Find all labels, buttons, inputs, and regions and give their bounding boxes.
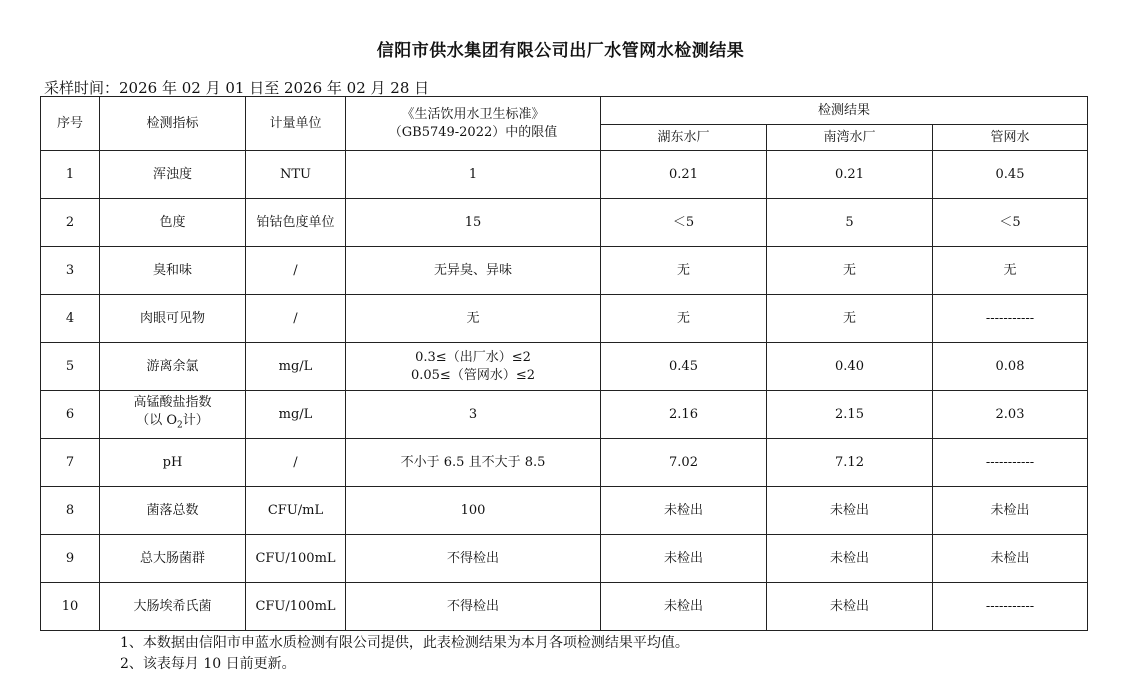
cell-plant1: 7.02 <box>601 439 767 487</box>
cell-plant1: 2.16 <box>601 391 767 439</box>
table-row <box>41 343 1088 391</box>
cell-seq: 5 <box>41 343 100 391</box>
cell-network: 0.08 <box>933 343 1088 391</box>
cell-limit-line2: 0.05≤（管网水）≤2 <box>410 367 535 383</box>
indicator-line2-pre: （以 O <box>136 413 178 429</box>
cell-limit: 无异臭、异味 <box>346 247 601 295</box>
cell-network: 无 <box>933 247 1088 295</box>
indicator-line2-post: 计） <box>182 413 209 429</box>
cell-indicator-line1: 高锰酸盐指数 <box>133 395 212 411</box>
cell-network: 未检出 <box>933 487 1088 535</box>
cell-unit: / <box>246 439 346 487</box>
cell-plant2: 无 <box>767 295 933 343</box>
cell-plant2: 未检出 <box>767 583 933 631</box>
cell-network: 0.45 <box>933 151 1088 199</box>
cell-unit: 铂钴色度单位 <box>246 199 346 247</box>
header-indicator: 检测指标 <box>100 97 246 151</box>
cell-indicator: 臭和味 <box>100 247 246 295</box>
footnotes <box>120 633 689 675</box>
cell-plant2: 2.15 <box>767 391 933 439</box>
cell-limit: 3 <box>346 391 601 439</box>
cell-unit: / <box>246 295 346 343</box>
cell-seq: 1 <box>41 151 100 199</box>
cell-seq: 8 <box>41 487 100 535</box>
cell-seq: 9 <box>41 535 100 583</box>
cell-seq: 2 <box>41 199 100 247</box>
cell-indicator: 游离余氯 <box>100 343 246 391</box>
header-network: 管网水 <box>933 125 1088 151</box>
cell-plant1: 未检出 <box>601 487 767 535</box>
header-unit: 计量单位 <box>246 97 346 151</box>
footnote-1: 1、本数据由信阳市申蓝水质检测有限公司提供，此表检测结果为本月各项检测结果平均值。 <box>120 635 689 651</box>
table-row <box>41 199 1088 247</box>
cell-plant2: 7.12 <box>767 439 933 487</box>
cell-indicator: 浑浊度 <box>100 151 246 199</box>
table-row <box>41 535 1088 583</box>
cell-plant2: 0.40 <box>767 343 933 391</box>
cell-plant1: 未检出 <box>601 583 767 631</box>
table-row <box>41 391 1088 439</box>
cell-plant2: 未检出 <box>767 535 933 583</box>
table-header-row <box>41 97 1088 125</box>
cell-unit: CFU/100mL <box>246 535 346 583</box>
cell-seq: 4 <box>41 295 100 343</box>
table-row <box>41 295 1088 343</box>
cell-limit: 不得检出 <box>346 583 601 631</box>
cell-network: 2.03 <box>933 391 1088 439</box>
cell-network: ----------- <box>933 583 1088 631</box>
cell-indicator: 总大肠菌群 <box>100 535 246 583</box>
cell-plant2: 未检出 <box>767 487 933 535</box>
cell-limit: 不得检出 <box>346 535 601 583</box>
cell-network: 未检出 <box>933 535 1088 583</box>
cell-limit: 不小于 6.5 且不大于 8.5 <box>346 439 601 487</box>
cell-limit-line1: 0.3≤（出厂水）≤2 <box>415 349 531 365</box>
header-limit <box>346 97 601 151</box>
cell-unit: CFU/100mL <box>246 583 346 631</box>
header-results: 检测结果 <box>601 97 1088 125</box>
cell-indicator: 菌落总数 <box>100 487 246 535</box>
cell-plant2: 5 <box>767 199 933 247</box>
cell-unit: CFU/mL <box>246 487 346 535</box>
cell-unit: / <box>246 247 346 295</box>
cell-indicator-line2 <box>104 412 241 435</box>
cell-limit: 1 <box>346 151 601 199</box>
cell-plant1: 无 <box>601 295 767 343</box>
cell-plant1: 无 <box>601 247 767 295</box>
cell-indicator: 肉眼可见物 <box>100 295 246 343</box>
header-seq: 序号 <box>41 97 100 151</box>
footnote-2: 2、该表每月 10 日前更新。 <box>120 656 296 672</box>
sampling-period: 采样时间：2026 年 02 月 01 日至 2026 年 02 月 28 日 <box>44 79 430 97</box>
table-row <box>41 583 1088 631</box>
cell-plant1: 0.45 <box>601 343 767 391</box>
cell-network: ＜5 <box>933 199 1088 247</box>
cell-unit: mg/L <box>246 391 346 439</box>
cell-limit <box>346 343 601 391</box>
cell-plant2: 无 <box>767 247 933 295</box>
indicator-subscript: 2 <box>177 420 183 431</box>
cell-limit: 100 <box>346 487 601 535</box>
cell-indicator: 色度 <box>100 199 246 247</box>
header-limit-line1: 《生活饮用水卫生标准》 <box>401 106 545 122</box>
cell-plant2: 0.21 <box>767 151 933 199</box>
cell-seq: 7 <box>41 439 100 487</box>
cell-network: ----------- <box>933 295 1088 343</box>
table-row <box>41 487 1088 535</box>
header-plant2: 南湾水厂 <box>767 125 933 151</box>
cell-unit: NTU <box>246 151 346 199</box>
cell-plant1: 0.21 <box>601 151 767 199</box>
cell-limit: 15 <box>346 199 601 247</box>
cell-seq: 10 <box>41 583 100 631</box>
table-row <box>41 439 1088 487</box>
header-limit-line2: （GB5749-2022）中的限值 <box>388 124 558 140</box>
cell-indicator <box>100 391 246 439</box>
cell-limit: 无 <box>346 295 601 343</box>
cell-plant1: ＜5 <box>601 199 767 247</box>
cell-indicator: 大肠埃希氏菌 <box>100 583 246 631</box>
cell-network: ----------- <box>933 439 1088 487</box>
cell-unit: mg/L <box>246 343 346 391</box>
water-quality-table <box>40 96 1088 631</box>
cell-seq: 6 <box>41 391 100 439</box>
cell-plant1: 未检出 <box>601 535 767 583</box>
table-row <box>41 247 1088 295</box>
report-title: 信阳市供水集团有限公司出厂水管网水检测结果 <box>376 41 745 61</box>
cell-indicator: pH <box>100 439 246 487</box>
header-plant1: 湖东水厂 <box>601 125 767 151</box>
cell-seq: 3 <box>41 247 100 295</box>
table-row <box>41 151 1088 199</box>
